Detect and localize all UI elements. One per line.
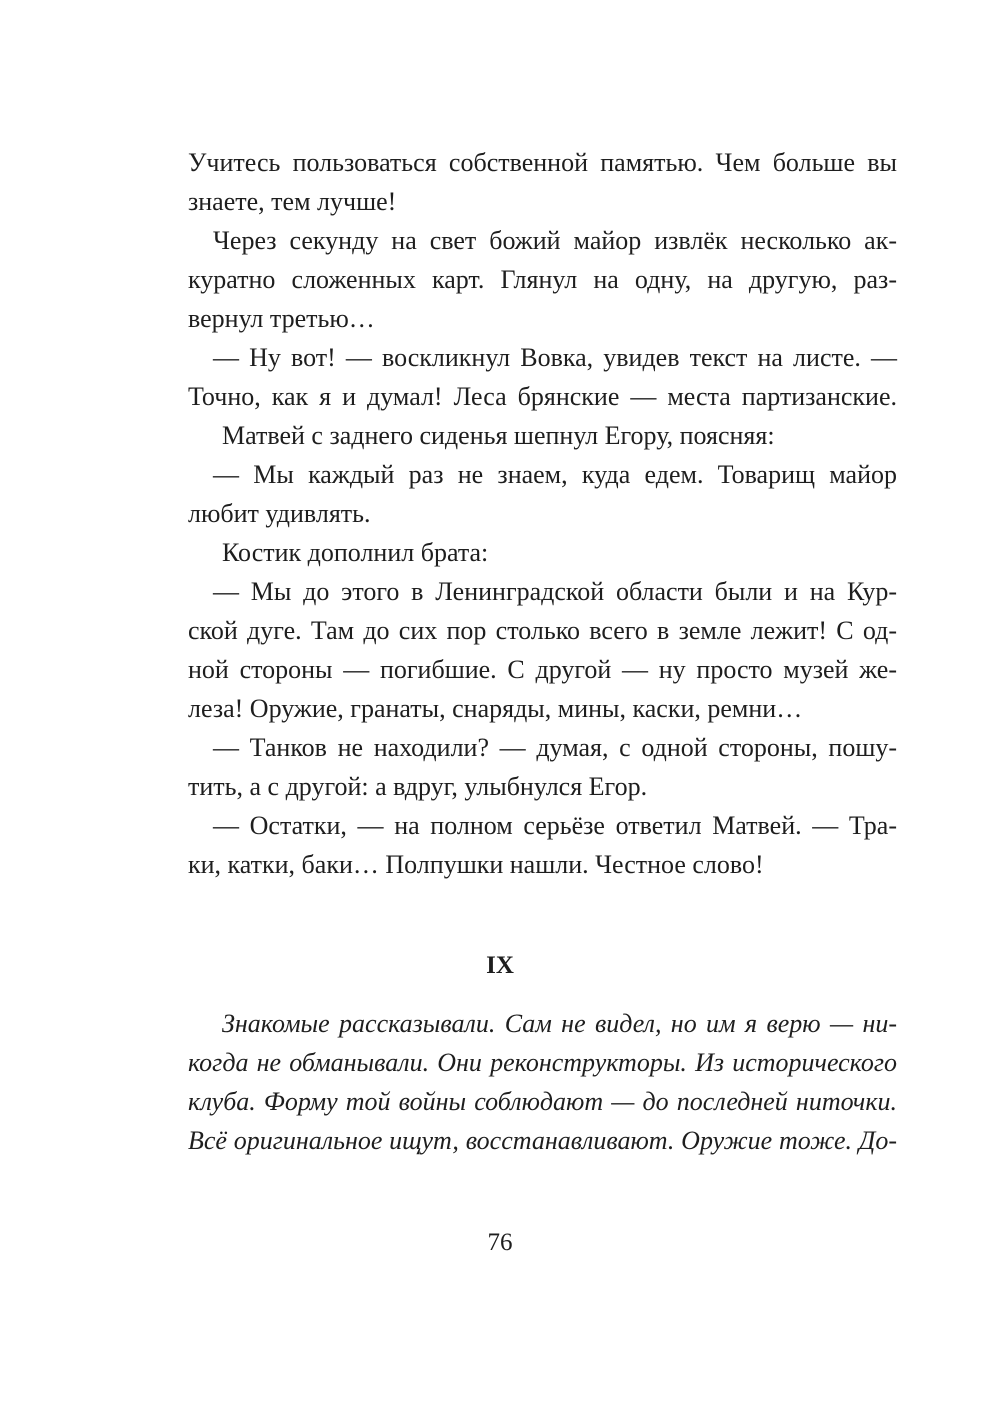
chapter-heading: IX xyxy=(486,952,514,979)
text-line: знаете, тем лучше! xyxy=(188,187,397,216)
text-line: куратно сложенных карт. Глянул на одну, на другую, раз- xyxy=(188,265,897,294)
text-line: ской дуге. Там до сих пор столько всего в земле лежит! С од- xyxy=(188,616,897,645)
text-line: — Танков не находили? — думая, с одной стороны, пошу- xyxy=(213,733,897,762)
text-line: любит удивлять. xyxy=(188,499,371,528)
text-line: — Мы до этого в Ленинградской области были и на Кур- xyxy=(213,577,897,606)
italic-text-line: Всё оригинальное ищут, восстанавливают. Оружие тоже. До- xyxy=(188,1126,897,1155)
text-line: — Ну вот! — воскликнул Вовка, увидев текст на листе. — xyxy=(213,343,897,372)
text-line: — Остатки, — на полном серьёзе ответил Матвей. — Тра- xyxy=(213,811,897,840)
page-number: 76 xyxy=(487,1229,513,1256)
text-line: Через секунду на свет божий майор извлёк несколько ак- xyxy=(213,226,897,255)
text-line: леза! Оружие, гранаты, снаряды, мины, каски, ремни… xyxy=(188,694,803,723)
text-line: ной стороны — погибшие. С другой — ну просто музей же- xyxy=(188,655,897,684)
text-line: ки, катки, баки… Полпушки нашли. Честное слово! xyxy=(188,850,764,879)
text-line: Матвей с заднего сиденья шепнул Егору, поясняя: xyxy=(222,421,775,450)
text-line: вернул третью… xyxy=(188,304,375,333)
italic-text-line: Знакомые рассказывали. Сам не видел, но им я верю — ни- xyxy=(222,1009,897,1038)
text-line: — Мы каждый раз не знаем, куда едем. Товарищ майор xyxy=(213,460,897,489)
italic-text-line: когда не обманывали. Они реконструкторы. Из исторического xyxy=(188,1048,897,1077)
text-line: Точно, как я и думал! Леса брянские — места партизанские. xyxy=(188,382,897,411)
italic-text-line: клуба. Форму той войны соблюдают — до последней ниточки. xyxy=(188,1087,897,1116)
text-line: Учитесь пользоваться собственной памятью. Чем больше вы xyxy=(188,148,897,177)
text-line: Костик дополнил брата: xyxy=(222,538,489,567)
text-line: тить, а с другой: а вдруг, улыбнулся Егор. xyxy=(188,772,648,801)
